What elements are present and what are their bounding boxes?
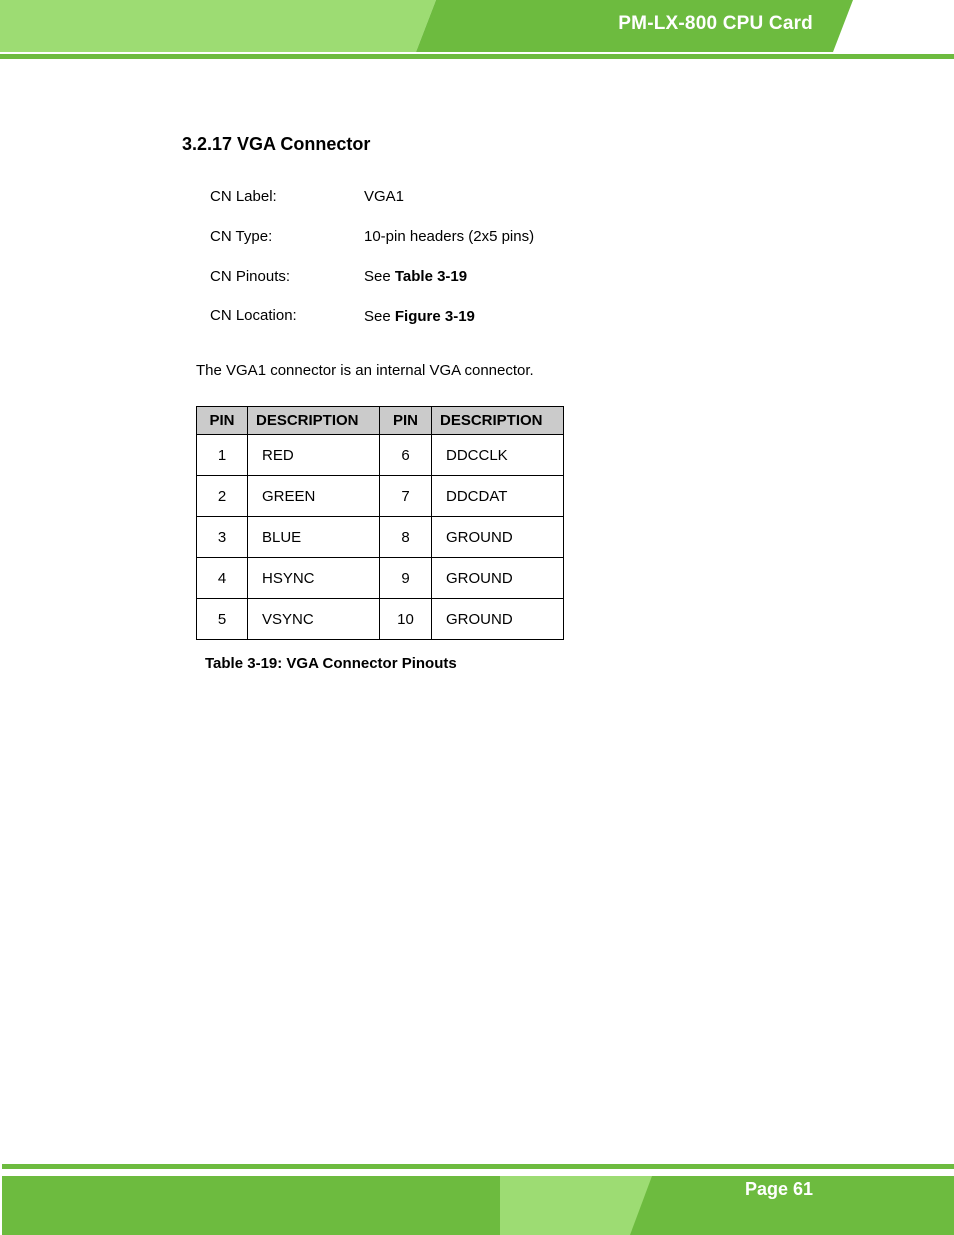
info-label: CN Location: bbox=[210, 307, 297, 324]
pin-description: DDCDAT bbox=[432, 476, 564, 517]
figure-reference-link[interactable]: Figure 3-19 bbox=[394, 308, 475, 325]
pin-description: DDCCLK bbox=[432, 435, 564, 476]
pin-number: 1 bbox=[197, 435, 248, 476]
column-header: DESCRIPTION bbox=[248, 407, 380, 435]
page-header bbox=[0, 0, 954, 60]
column-header: PIN bbox=[380, 407, 432, 435]
pin-number: 9 bbox=[380, 558, 432, 599]
pin-number: 2 bbox=[197, 476, 248, 517]
info-label: CN Pinouts: bbox=[210, 268, 291, 285]
pin-description: BLUE bbox=[248, 517, 380, 558]
pin-description: HSYNC bbox=[248, 558, 380, 599]
column-header: DESCRIPTION bbox=[432, 407, 564, 435]
table-header-row bbox=[197, 407, 564, 435]
pin-number: 4 bbox=[197, 558, 248, 599]
pin-number: 5 bbox=[197, 599, 248, 640]
pin-description: GROUND bbox=[432, 558, 564, 599]
table-row bbox=[197, 435, 564, 476]
pin-number: 7 bbox=[380, 476, 432, 517]
table-reference-link[interactable]: Table 3-19 bbox=[394, 268, 468, 285]
pin-description: RED bbox=[248, 435, 380, 476]
pin-description: GROUND bbox=[432, 599, 564, 640]
page-number: Page 61 bbox=[744, 1179, 813, 1199]
pin-number: 8 bbox=[380, 517, 432, 558]
pin-number: 3 bbox=[197, 517, 248, 558]
info-value: VGA1 bbox=[364, 188, 405, 205]
table-row bbox=[197, 476, 564, 517]
info-value: See Figure 3-19 bbox=[364, 308, 475, 325]
table-row bbox=[197, 558, 564, 599]
info-label: CN Label: bbox=[210, 188, 277, 205]
info-label: CN Type: bbox=[210, 228, 273, 245]
table-row bbox=[197, 599, 564, 640]
table-row bbox=[197, 517, 564, 558]
pin-number: 6 bbox=[380, 435, 432, 476]
section-heading: 3.2.17 VGA Connector bbox=[182, 134, 371, 154]
column-header: PIN bbox=[197, 407, 248, 435]
pin-description: GREEN bbox=[248, 476, 380, 517]
description-paragraph: The VGA1 connector is an internal VGA connector. bbox=[196, 362, 534, 379]
document-title: PM-LX-800 CPU Card bbox=[618, 13, 813, 34]
pin-number: 10 bbox=[380, 599, 432, 640]
pin-description: GROUND bbox=[432, 517, 564, 558]
pin-description: VSYNC bbox=[248, 599, 380, 640]
info-value: 10-pin headers (2x5 pins) bbox=[364, 228, 535, 245]
info-value: See Table 3-19 bbox=[364, 268, 468, 285]
table-caption: Table 3-19: VGA Connector Pinouts bbox=[205, 655, 457, 672]
pinout-table bbox=[196, 406, 564, 640]
